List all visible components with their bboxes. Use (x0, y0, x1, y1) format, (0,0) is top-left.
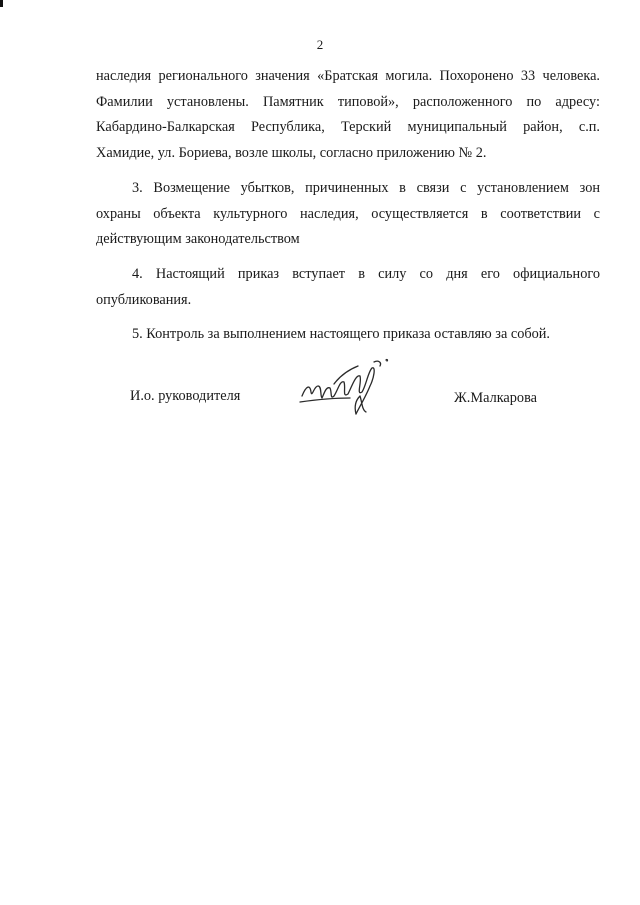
paragraph-4-line: опубликования. (96, 291, 192, 308)
paragraph-4-line: 4. Настоящий приказ вступает в силу со дня его официального (132, 265, 600, 282)
signatory-name: Ж.Малкарова (454, 390, 537, 406)
document-body (96, 64, 600, 348)
paragraph-3-line: действующим законодательством (96, 231, 300, 248)
paragraph-5: 5. Контроль за выполнением настоящего приказа оставляю за собой. (132, 326, 551, 343)
page-number: 2 (316, 37, 324, 52)
paragraph-line: наследия регионального значения «Братская могила. Похоронено 33 человека. (96, 68, 600, 84)
handwritten-signature (296, 356, 408, 420)
paragraph-line: Кабардино-Балкарская Республика, Терский муниципальный район, с.п. (96, 119, 600, 136)
scan-corner-mark (0, 0, 3, 7)
signature-block (0, 356, 640, 426)
paragraph-line: Хамидие, ул. Бориева, возле школы, согласно приложению № 2. (96, 145, 487, 162)
paragraph-3-line: 3. Возмещение убытков, причиненных в связи с установлением зон (132, 179, 600, 196)
signatory-role: И.о. руководителя (130, 388, 241, 404)
paragraph-line: Фамилии установлены. Памятник типовой», расположенного по адресу: (96, 93, 600, 110)
paragraph-3-line: охраны объекта культурного наследия, осуществляется в соответствии с (96, 205, 600, 222)
